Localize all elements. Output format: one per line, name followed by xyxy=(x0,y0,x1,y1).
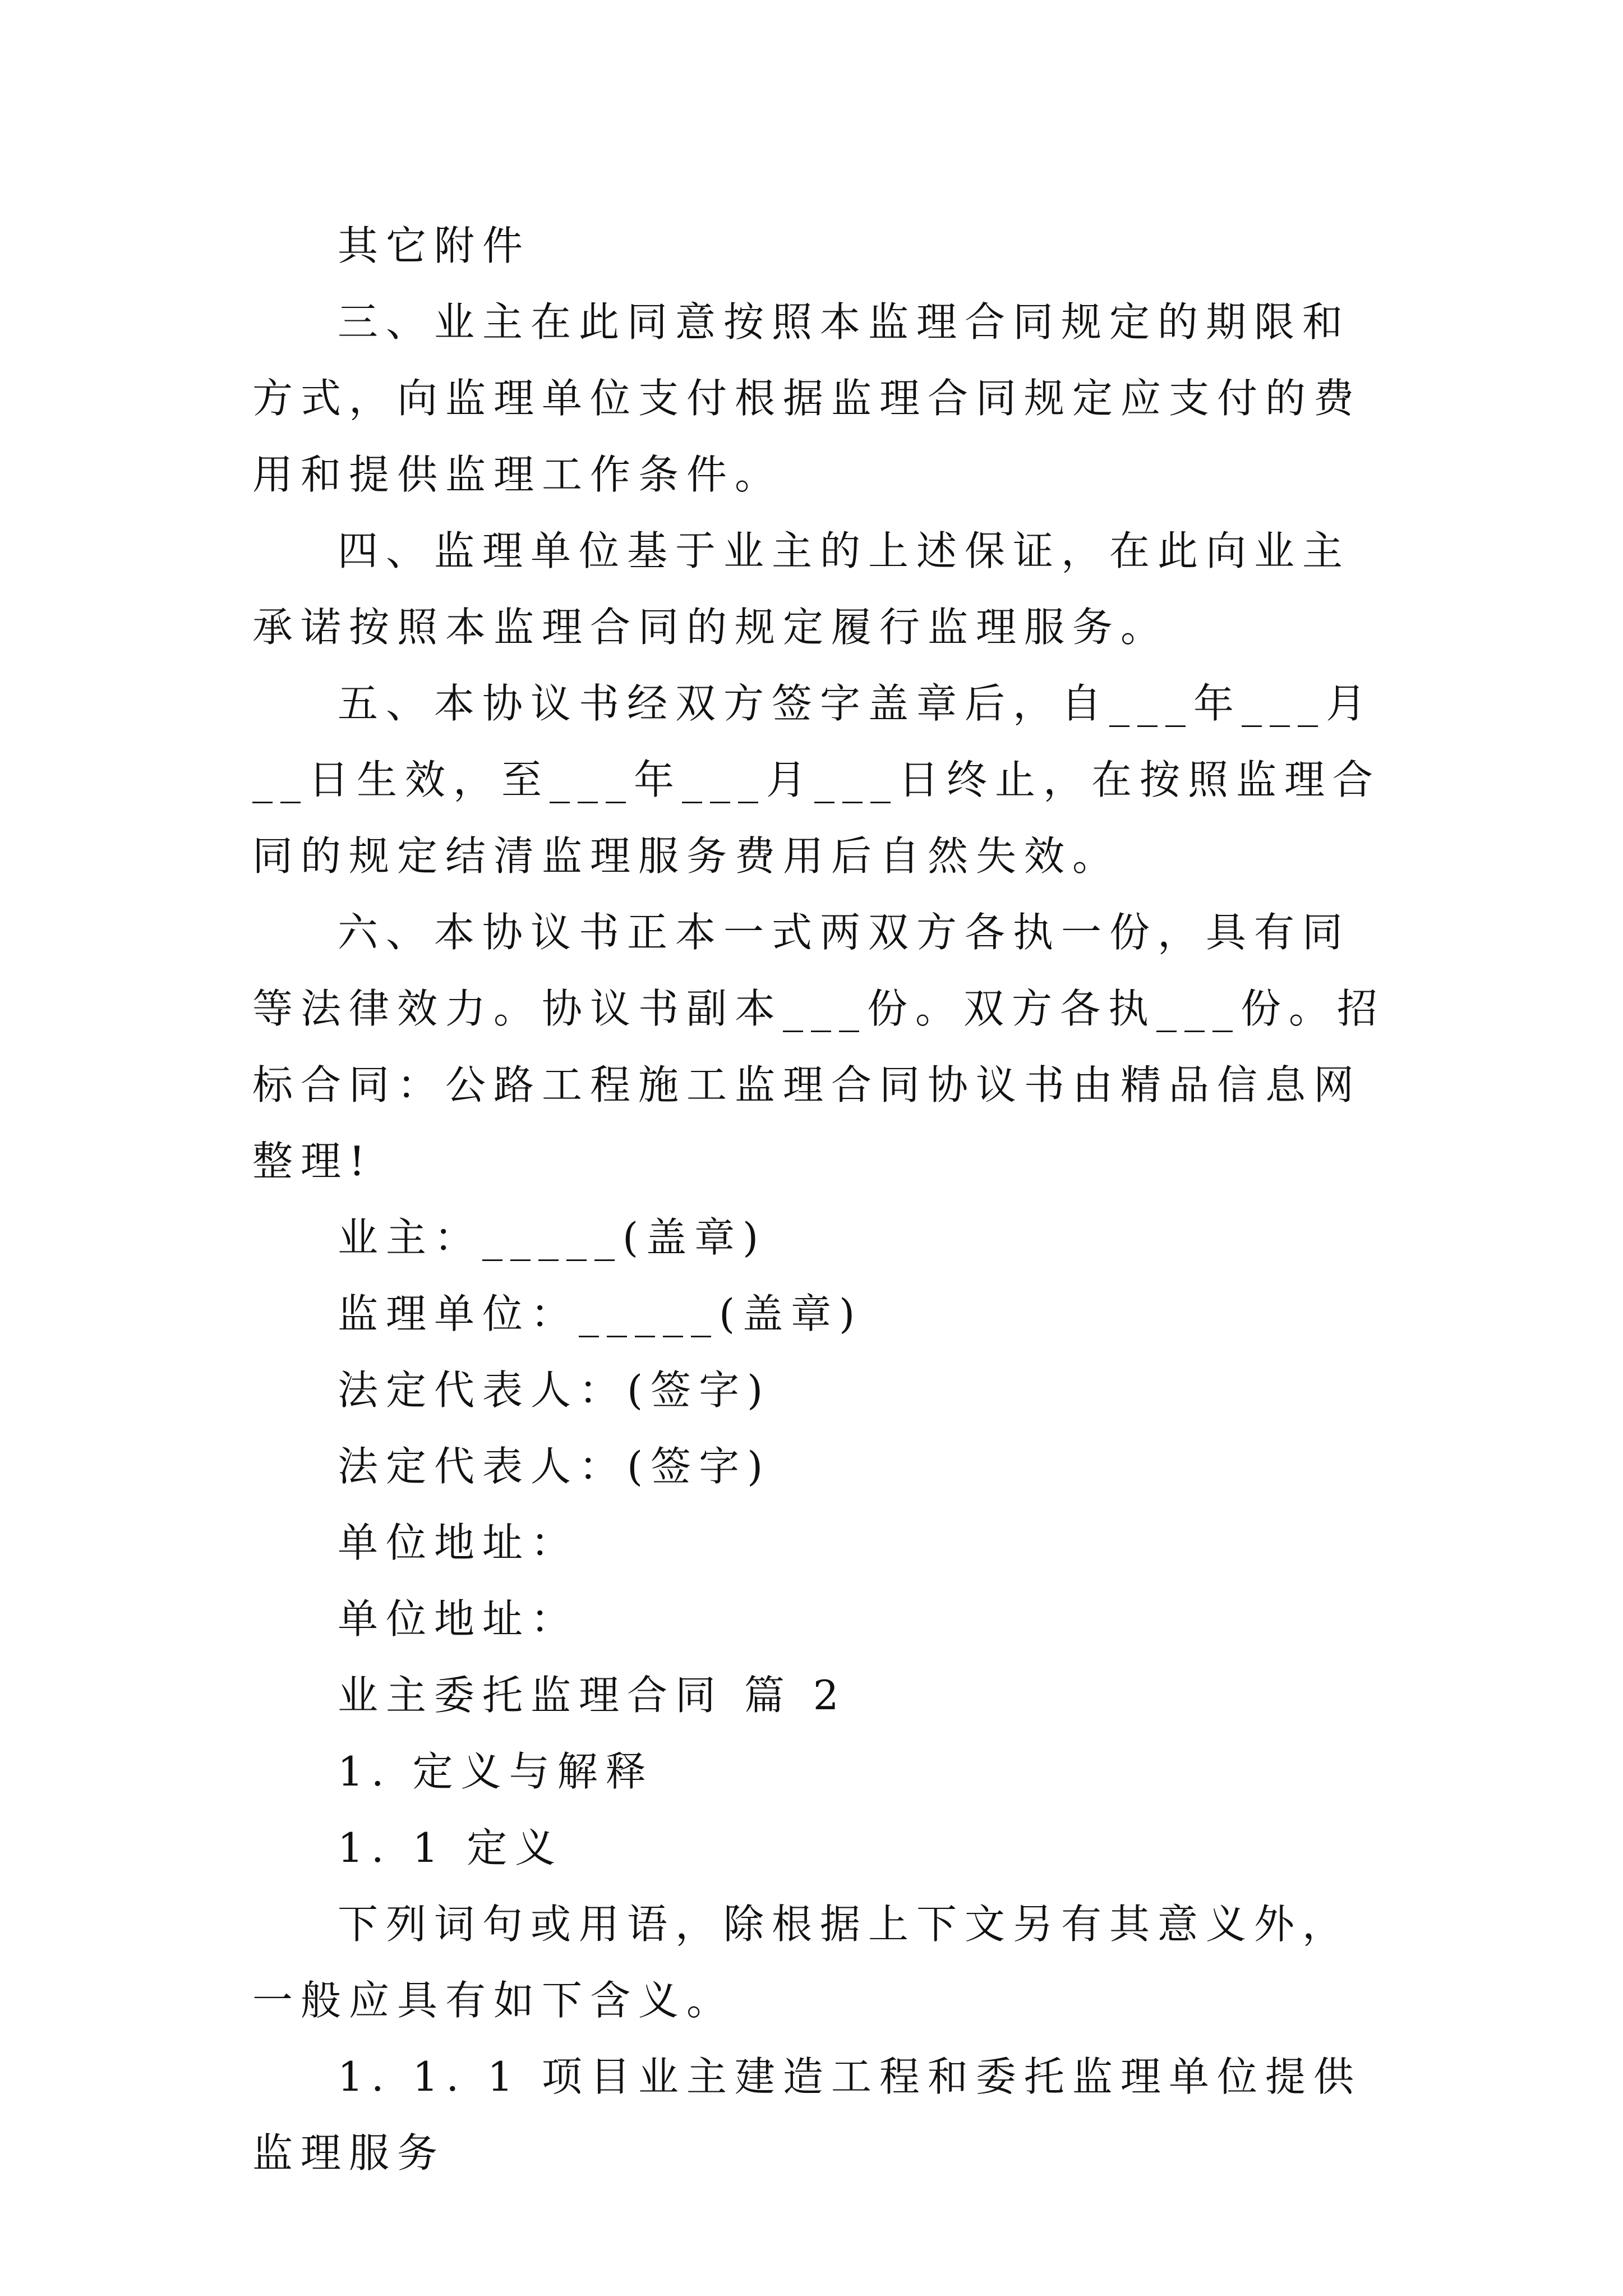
paragraph-clause-3: 三、业主在此同意按照本监理合同规定的期限和方式，向监理单位支付根据监理合同规定应支付的费用和提供监理工作条件。 xyxy=(252,298,1362,498)
paragraph-1-1-1: 1. 1. 1 项目业主建造工程和委托监理单位提供监理服务 xyxy=(252,2053,1362,2177)
signature-owner: 业主：_____(盖章) xyxy=(338,1214,767,1261)
heading-definitions: 1. 定义与解释 xyxy=(338,1748,654,1795)
signature-supervisor: 监理单位：_____(盖章) xyxy=(338,1290,863,1337)
legal-representative-1: 法定代表人：(签字) xyxy=(338,1366,771,1414)
address-2: 单位地址： xyxy=(338,1595,579,1642)
paragraph-clause-5: 五、本协议书经双方签字盖章后，自___年___月__日生效，至___年___月___日终止，在按照监理合同的规定结清监理服务费用后自然失效。 xyxy=(252,680,1381,880)
paragraph-clause-6: 六、本协议书正本一式两双方各执一份，具有同等法律效力。协议书副本___份。双方各执___份。招标合同：公路工程施工监理合同协议书由精品信息网整理! xyxy=(252,909,1386,1185)
paragraph-clause-4: 四、监理单位基于业主的上述保证，在此向业主承诺按照本监理合同的规定履行监理服务。 xyxy=(252,527,1351,651)
paragraph-other-attachments: 其它附件 xyxy=(338,222,531,269)
address-1: 单位地址： xyxy=(338,1519,579,1566)
legal-representative-2: 法定代表人：(签字) xyxy=(338,1443,771,1490)
document-body xyxy=(252,208,1385,2191)
paragraph-definitions-intro: 下列词句或用语，除根据上下文另有其意义外，一般应具有如下含义。 xyxy=(252,1901,1351,2024)
heading-1-1: 1. 1 定义 xyxy=(338,1824,564,1871)
section-title-part-2: 业主委托监理合同 篇 2 xyxy=(338,1672,847,1719)
